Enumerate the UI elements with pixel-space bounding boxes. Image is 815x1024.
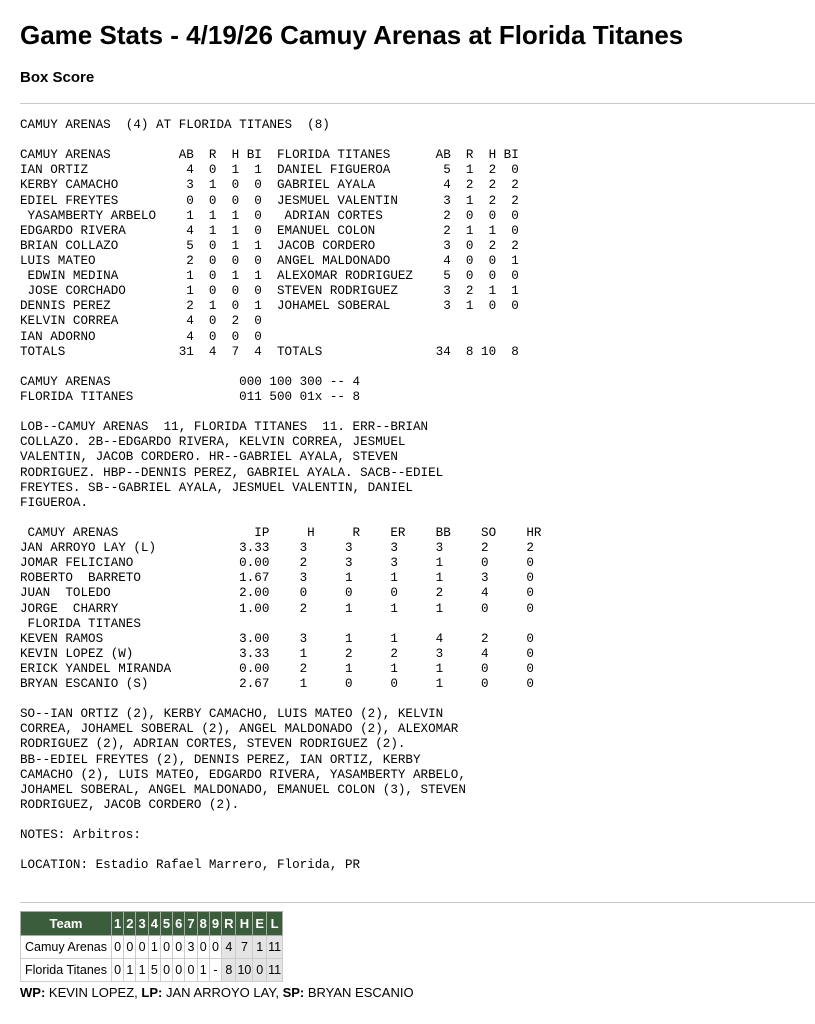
box-score-line: LOB--CAMUY ARENAS 11, FLORIDA TITANES 11. ERR--BRIAN [20, 420, 429, 435]
linescore-header-row [21, 912, 283, 936]
linescore-inning-cell: 0 [185, 959, 197, 982]
linescore-team-name: Camuy Arenas [21, 936, 112, 959]
linescore-col-header: 1 [111, 912, 123, 936]
linescore-col-header: 9 [209, 912, 221, 936]
box-score-line: RODRIGUEZ. HBP--DENNIS PEREZ, GABRIEL AYALA. SACB--EDIEL [20, 465, 444, 480]
linescore-inning-cell: 0 [111, 936, 123, 959]
box-score-line: JOSE CORCHADO 1 0 0 0 STEVEN RODRIGUEZ 3 2 1 1 [20, 284, 519, 299]
linescore-inning-cell: 3 [185, 936, 197, 959]
box-score-line: LOCATION: Estadio Rafael Marrero, Florida, PR [20, 858, 361, 873]
linescore-total-cell: 7 [236, 936, 253, 959]
linescore-col-header: 4 [148, 912, 160, 936]
linescore-col-header: H [236, 912, 253, 936]
linescore-inning-cell: 0 [173, 936, 185, 959]
box-score-line: VALENTIN, JACOB CORDERO. HR--GABRIEL AYALA, STEVEN [20, 450, 398, 465]
linescore-col-header: 2 [124, 912, 136, 936]
box-score-line: CAMUY ARENAS (4) AT FLORIDA TITANES (8) [20, 118, 330, 132]
linescore-row [21, 959, 283, 982]
pitching-decisions [20, 985, 414, 1001]
box-score-line: KERBY CAMACHO 3 1 0 0 GABRIEL AYALA 4 2 2 2 [20, 178, 519, 193]
box-score-line: TOTALS 31 4 7 4 TOTALS 34 8 10 8 [20, 344, 519, 359]
box-score-line: BRIAN COLLAZO 5 0 1 1 JACOB CORDERO 3 0 2 2 [20, 238, 519, 253]
box-score-line: LUIS MATEO 2 0 0 0 ANGEL MALDONADO 4 0 0 1 [20, 253, 519, 268]
linescore-row [21, 936, 283, 959]
linescore-inning-cell: 1 [136, 959, 148, 982]
box-score-line: JORGE CHARRY 1.00 2 1 1 1 0 0 [20, 601, 534, 616]
box-score-line: NOTES: Arbitros: [20, 828, 141, 843]
box-score-line: EDIEL FREYTES 0 0 0 0 JESMUEL VALENTIN 3 1 2 2 [20, 193, 519, 208]
linescore-col-header: E [253, 912, 267, 936]
box-score-line: CORREA, JOHAMEL SOBERAL (2), ANGEL MALDONADO (2), ALEXOMAR [20, 722, 459, 737]
losing-pitcher: JAN ARROYO LAY, [165, 985, 279, 1000]
box-score-line: FLORIDA TITANES 011 500 01x -- 8 [20, 389, 361, 404]
box-score-line: CAMACHO (2), LUIS MATEO, EDGARDO RIVERA, YASAMBERTY ARBELO, [20, 767, 466, 782]
linescore-total-cell: 1 [253, 936, 267, 959]
box-score-line: RODRIGUEZ, JACOB CORDERO (2). [20, 797, 240, 812]
linescore-col-header: 5 [160, 912, 172, 936]
linescore-inning-cell: 0 [111, 959, 123, 982]
box-score-line [20, 511, 541, 526]
box-score-line: EDGARDO RIVERA 4 1 1 0 EMANUEL COLON 2 1 1 0 [20, 223, 519, 238]
box-score-line [20, 133, 541, 148]
linescore-col-header: L [267, 912, 283, 936]
linescore-inning-cell: 1 [124, 959, 136, 982]
box-score-line: CAMUY ARENAS AB R H BI FLORIDA TITANES AB R H BI [20, 148, 519, 163]
top-divider [20, 103, 815, 104]
box-score-line: FLORIDA TITANES [20, 616, 141, 631]
box-score-line: JUAN TOLEDO 2.00 0 0 0 2 4 0 [20, 586, 534, 601]
linescore-col-header: 3 [136, 912, 148, 936]
linescore-inning-cell: 1 [197, 959, 209, 982]
sp-label: SP: [282, 985, 305, 1000]
box-score-line [20, 843, 541, 858]
box-score-line: SO--IAN ORTIZ (2), KERBY CAMACHO, LUIS MATEO (2), KELVIN [20, 707, 444, 722]
linescore-col-header: 8 [197, 912, 209, 936]
box-score-line: ROBERTO BARRETO 1.67 3 1 1 1 3 0 [20, 571, 534, 586]
linescore-inning-cell: 0 [124, 936, 136, 959]
box-score-line: IAN ADORNO 4 0 0 0 [20, 329, 262, 344]
bottom-divider [20, 902, 815, 903]
wp-label: WP: [20, 985, 46, 1000]
linescore-inning-cell: 0 [173, 959, 185, 982]
linescore-inning-cell: 0 [209, 936, 221, 959]
box-score-heading: Box Score [20, 69, 95, 86]
linescore-inning-cell: 0 [160, 959, 172, 982]
save-pitcher: BRYAN ESCANIO [307, 985, 414, 1000]
box-score-line: FIGUEROA. [20, 495, 89, 510]
linescore-total-cell: 11 [267, 959, 283, 982]
box-score-line [20, 360, 541, 375]
page-title: Game Stats - 4/19/26 Camuy Arenas at Florida Titanes [20, 20, 684, 50]
linescore-total-cell: 0 [253, 959, 267, 982]
linescore-total-cell: 10 [236, 959, 253, 982]
box-score-line [20, 692, 541, 707]
linescore-col-header: 7 [185, 912, 197, 936]
linescore-inning-cell: 0 [136, 936, 148, 959]
lp-label: LP: [141, 985, 163, 1000]
box-score-line [20, 813, 541, 828]
winning-pitcher: KEVIN LOPEZ, [48, 985, 138, 1000]
box-score-line: KEVEN RAMOS 3.00 3 1 1 4 2 0 [20, 631, 534, 646]
linescore-inning-cell: 0 [197, 936, 209, 959]
linescore-total-cell: 11 [267, 936, 283, 959]
box-score-line: JAN ARROYO LAY (L) 3.33 3 3 3 3 2 2 [20, 541, 534, 556]
box-score-line: KELVIN CORREA 4 0 2 0 [20, 314, 262, 329]
linescore-table [20, 911, 283, 982]
linescore-total-cell: 8 [222, 959, 236, 982]
box-score-line: ERICK YANDEL MIRANDA 0.00 2 1 1 1 0 0 [20, 661, 534, 676]
linescore-team-name: Florida Titanes [21, 959, 112, 982]
linescore-inning-cell: 0 [160, 936, 172, 959]
box-score-line: BRYAN ESCANIO (S) 2.67 1 0 0 1 0 0 [20, 677, 534, 692]
box-score-text [20, 118, 541, 873]
linescore-col-header: R [222, 912, 236, 936]
box-score-line: JOHAMEL SOBERAL, ANGEL MALDONADO, EMANUEL COLON (3), STEVEN [20, 782, 466, 797]
box-score-line: IAN ORTIZ 4 0 1 1 DANIEL FIGUEROA 5 1 2 0 [20, 163, 519, 178]
box-score-line: JOMAR FELICIANO 0.00 2 3 3 1 0 0 [20, 556, 534, 571]
box-score-line: FREYTES. SB--GABRIEL AYALA, JESMUEL VALENTIN, DANIEL [20, 480, 413, 495]
linescore-inning-cell: 1 [148, 936, 160, 959]
box-score-line: CAMUY ARENAS IP H R ER BB SO HR [20, 525, 542, 540]
box-score-line: EDWIN MEDINA 1 0 1 1 ALEXOMAR RODRIGUEZ 5 0 0 0 [20, 269, 519, 284]
box-score-line: RODRIGUEZ (2), ADRIAN CORTES, STEVEN RODRIGUEZ (2). [20, 737, 406, 752]
box-score-line: DENNIS PEREZ 2 1 0 1 JOHAMEL SOBERAL 3 1 0 0 [20, 299, 519, 314]
box-score-line: YASAMBERTY ARBELO 1 1 1 0 ADRIAN CORTES 2 0 0 0 [20, 208, 519, 223]
box-score-line: BB--EDIEL FREYTES (2), DENNIS PEREZ, IAN ORTIZ, KERBY [20, 752, 421, 767]
linescore-col-header: 6 [173, 912, 185, 936]
linescore-total-cell: 4 [222, 936, 236, 959]
linescore-team-header: Team [21, 912, 112, 936]
linescore-inning-cell: - [209, 959, 221, 982]
box-score-line: COLLAZO. 2B--EDGARDO RIVERA, KELVIN CORREA, JESMUEL [20, 435, 406, 450]
linescore-inning-cell: 5 [148, 959, 160, 982]
box-score-line: CAMUY ARENAS 000 100 300 -- 4 [20, 374, 361, 389]
box-score-line: KEVIN LOPEZ (W) 3.33 1 2 2 3 4 0 [20, 646, 534, 661]
box-score-line [20, 405, 541, 420]
